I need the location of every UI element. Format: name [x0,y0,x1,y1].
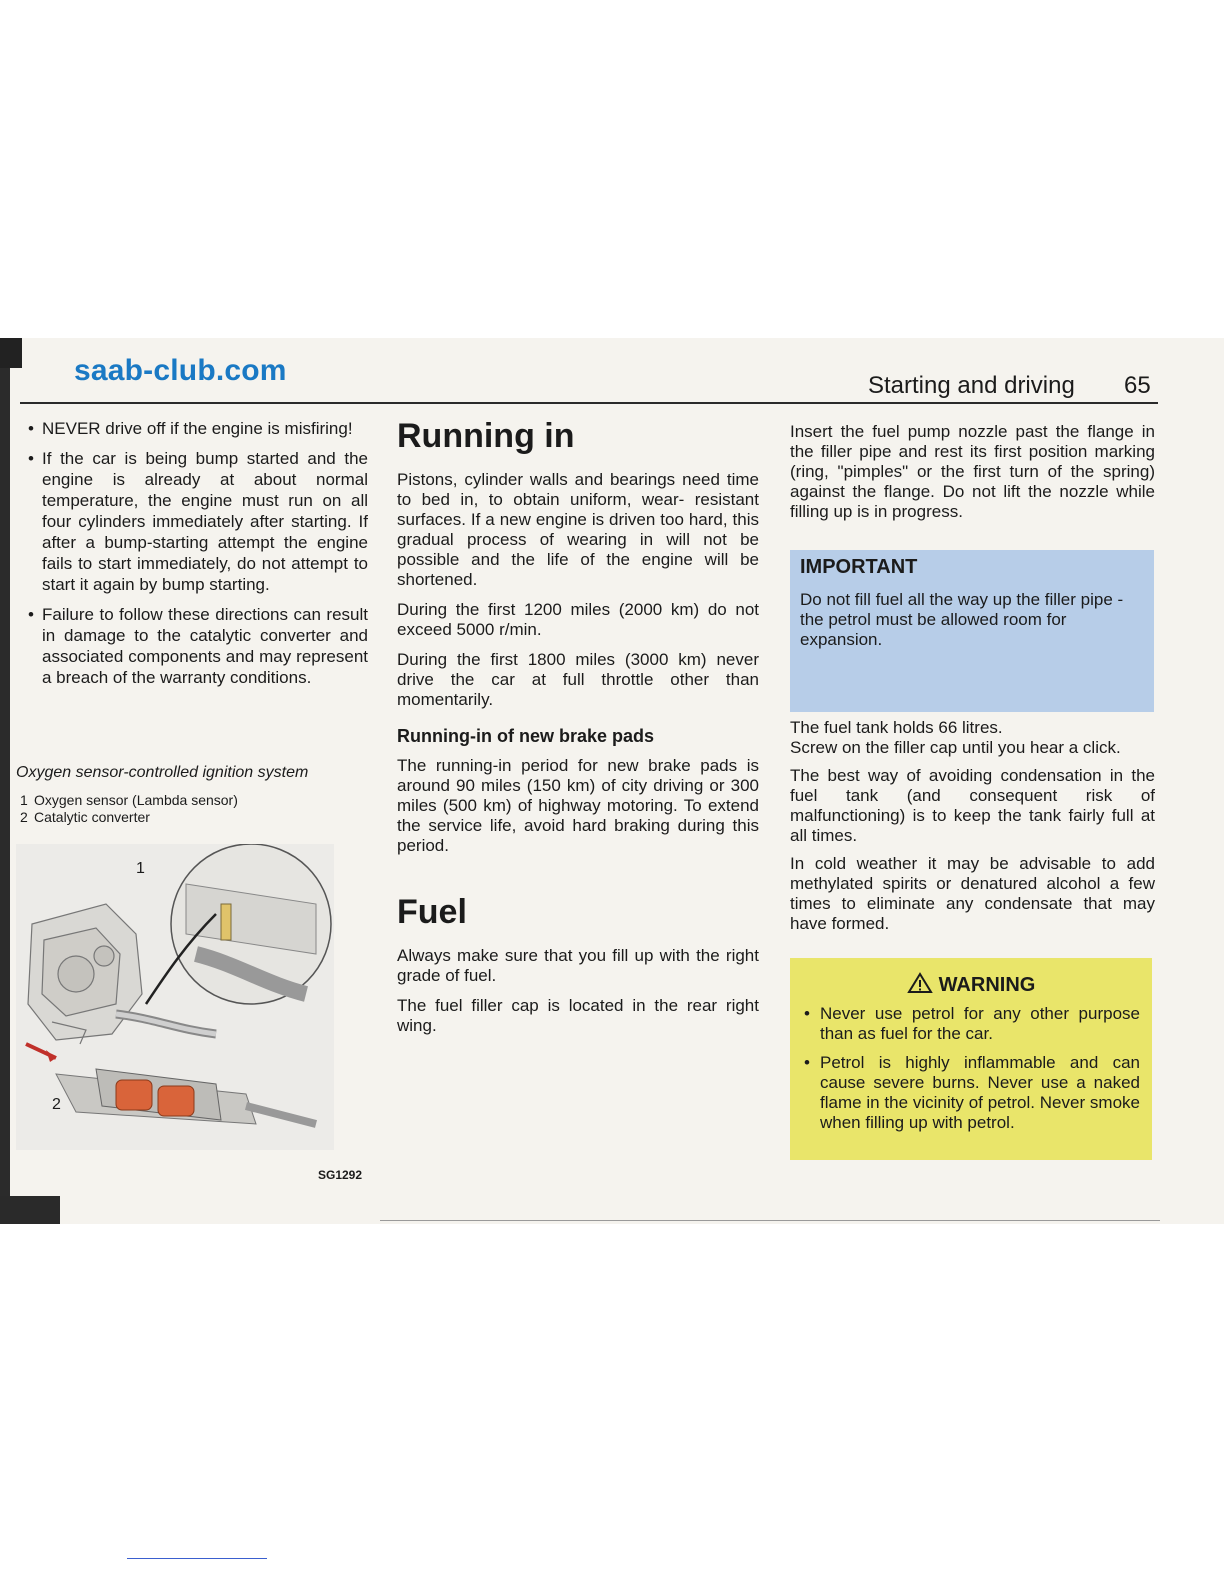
right-column-bottom [790,718,1155,942]
middle-column [397,416,759,1046]
figure-code: SG1292 [318,1168,363,1182]
paragraph: In cold weather it may be advisable to add methylated spirits or denatured alcohol a few times to eliminate any condensate that may have formed. [790,854,1155,933]
warning-text: Petrol is highly inflammable and can cause severe burns. Never use a naked flame in the vicinity of petrol. Never smoke when filling up with petrol. [820,1053,1140,1132]
caution-list [28,418,368,688]
footer-rule [380,1220,1160,1221]
exhaust-illustration [16,844,334,1150]
paragraph: Pistons, cylinder walls and bearings need time to bed in, to obtain uniform, wear- resistant surfaces. If a new engine is driven too hard, this gradual process of wearing in will not be possible and the life of the engine will be shortened. [397,470,759,589]
warning-title: WARNING [938,974,1036,996]
paragraph: The running-in period for new brake pads is around 90 miles (150 km) of city driving or 300 miles (500 km) of highway motoring. To extend the service life, avoid hard braking during this period. [397,756,759,855]
heading-running-in: Running in [397,417,575,455]
book-spine [0,338,10,1224]
important-text: Do not fill fuel all the way up the filler pipe - the petrol must be allowed room for expansion. [800,590,1124,649]
left-column [28,418,368,697]
paragraph: Insert the fuel pump nozzle past the flange in the filler pipe and rest its first position marking (ring, "pimples" or the first turn of the spring) against the flange. Do not lift the nozzle while filling up is in progress. [790,422,1155,521]
heading-fuel: Fuel [397,893,467,931]
paragraph: The fuel tank holds 66 litres. [790,718,1003,737]
page-number: 65 [1124,372,1151,399]
warning-text: Never use petrol for any other purpose than as fuel for the car. [820,1004,1140,1043]
brand-watermark: saab-club.com [74,354,287,387]
book-spine-bottom [0,1196,60,1224]
legend-number: 1 [20,792,28,808]
legend-item [20,792,360,809]
warning-box [790,958,1152,1160]
warning-triangle-icon [907,972,933,994]
footer-link-line [127,1558,267,1559]
paragraph: Screw on the filler cap until you hear a click. [790,738,1121,757]
paragraph: During the first 1800 miles (3000 km) never drive the car at full throttle other than momentarily. [397,650,759,709]
important-title: IMPORTANT [800,556,918,578]
legend-number: 2 [20,809,28,825]
book-spine-top [0,338,22,368]
legend-item [20,809,360,826]
legend-text: Oxygen sensor (Lambda sensor) [34,792,238,808]
warning-item: • Never use petrol for any other purpose than as fuel for the car. [804,1004,1140,1043]
warning-item: • Petrol is highly inflammable and can cause severe burns. Never use a naked flame in the vicinity of petrol. Never smoke when filling up with petrol. [804,1053,1140,1132]
figure-caption: Oxygen sensor-controlled ignition system [16,764,309,781]
paragraph: Always make sure that you fill up with the right grade of fuel. [397,946,759,985]
caution-item: • If the car is being bump started and the engine is already at about normal temperature, the engine must run on all four cylinders immediately after starting. If after a bump-starting attempt the engine fails to start immediately, do not attempt to start it again by bump starting. [28,449,368,594]
figure-legend [20,792,360,826]
figure-label-1: 1 [136,860,145,877]
paragraph: During the first 1200 miles (2000 km) do not exceed 5000 r/min. [397,600,759,639]
warning-list [804,1004,1140,1142]
exhaust-drawing [16,844,334,1150]
important-box [790,550,1154,712]
heading-brake-pads: Running-in of new brake pads [397,726,655,746]
paragraph: The best way of avoiding condensation in the fuel tank (and consequent risk of malfunctioning) is to keep the tank fairly full at all times. [790,766,1155,845]
figure-label-2: 2 [52,1096,61,1113]
paragraph: The fuel filler cap is located in the rear right wing. [397,996,759,1035]
legend-text: Catalytic converter [34,809,150,825]
caution-text: NEVER drive off if the engine is misfiring! [42,419,353,438]
right-column-top [790,422,1155,532]
header-rule [20,402,1158,404]
section-title: Starting and driving [868,372,1075,399]
caution-item: • Failure to follow these directions can result in damage to the catalytic converter and associated components and may represent a breach of the warranty conditions. [28,605,368,687]
caution-text: Failure to follow these directions can result in damage to the catalytic converter and associated components and may represent a breach of the warranty conditions. [42,605,368,687]
caution-text: If the car is being bump started and the engine is already at about normal temperature, the engine must run on all four cylinders immediately after starting. If after a bump-starting attempt the engine fails to start immediately, do not attempt to start it again by bump starting. [42,449,368,594]
warning-header [790,972,1152,997]
caution-item: • NEVER drive off if the engine is misfiring! [28,419,353,438]
